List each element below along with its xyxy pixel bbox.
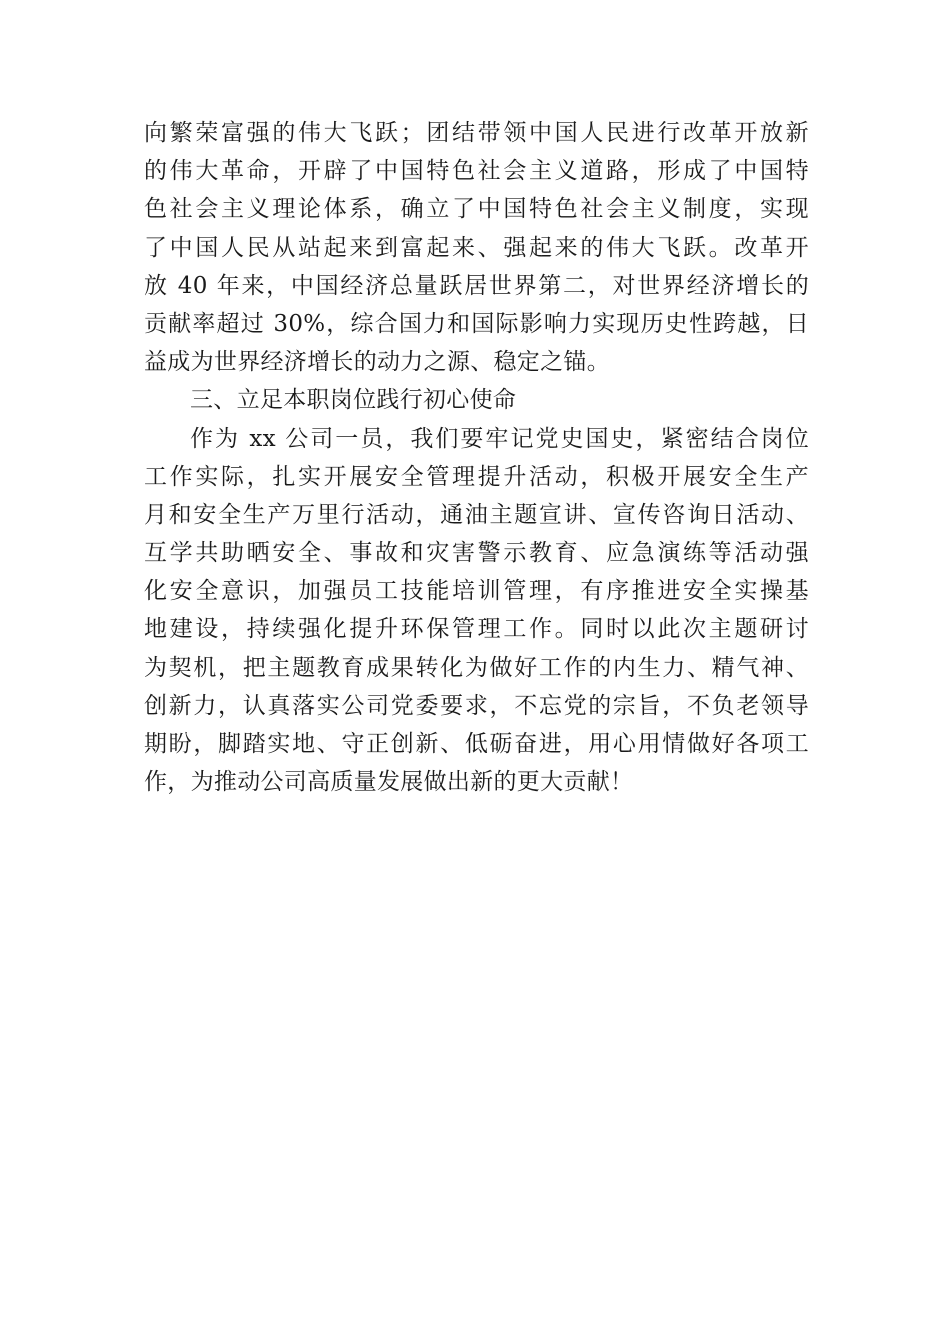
paragraph-line: 色社会主义理论体系，确立了中国特色社会主义制度，实现 xyxy=(144,196,809,223)
paragraph-line: 创新力，认真落实公司党委要求，不忘党的宗旨，不负老领导 xyxy=(144,692,809,719)
paragraph-line: 作，为推动公司高质量发展做出新的更大贡献！ xyxy=(144,769,634,796)
paragraph-line: 互学共助晒安全、事故和灾害警示教育、应急演练等活动强 xyxy=(144,540,809,567)
paragraph-line: 贡献率超过 30%，综合国力和国际影响力实现历史性跨越，日 xyxy=(144,310,809,337)
section-heading: 三、立足本职岗位践行初心使命 xyxy=(190,387,517,414)
paragraph-line: 了中国人民从站起来到富起来、强起来的伟大飞跃。改革开 xyxy=(144,234,809,261)
paragraph-line: 益成为世界经济增长的动力之源、稳定之锚。 xyxy=(144,349,610,376)
paragraph-line: 地建设，持续强化提升环保管理工作。同时以此次主题研讨 xyxy=(144,616,809,643)
paragraph-line: 化安全意识，加强员工技能培训管理，有序推进安全实操基 xyxy=(144,578,809,605)
paragraph-line: 放 40 年来，中国经济总量跃居世界第二，对世界经济增长的 xyxy=(144,272,809,299)
paragraph-line: 月和安全生产万里行活动，通油主题宣讲、宣传咨询日活动、 xyxy=(144,501,809,528)
paragraph-line: 工作实际，扎实开展安全管理提升活动，积极开展安全生产 xyxy=(144,463,809,490)
paragraph-line: 为契机，把主题教育成果转化为做好工作的内生力、精气神、 xyxy=(144,654,809,681)
paragraph-line: 期盼，脚踏实地、守正创新、低砺奋进，用心用情做好各项工 xyxy=(144,731,809,757)
paragraph-line: 向繁荣富强的伟大飞跃；团结带领中国人民进行改革开放新 xyxy=(144,120,809,146)
paragraph-line: 作为 xx 公司一员，我们要牢记党史国史，紧密结合岗位 xyxy=(190,425,809,452)
paragraph-line: 的伟大革命，开辟了中国特色社会主义道路，形成了中国特 xyxy=(144,158,809,185)
document-body xyxy=(144,114,809,801)
